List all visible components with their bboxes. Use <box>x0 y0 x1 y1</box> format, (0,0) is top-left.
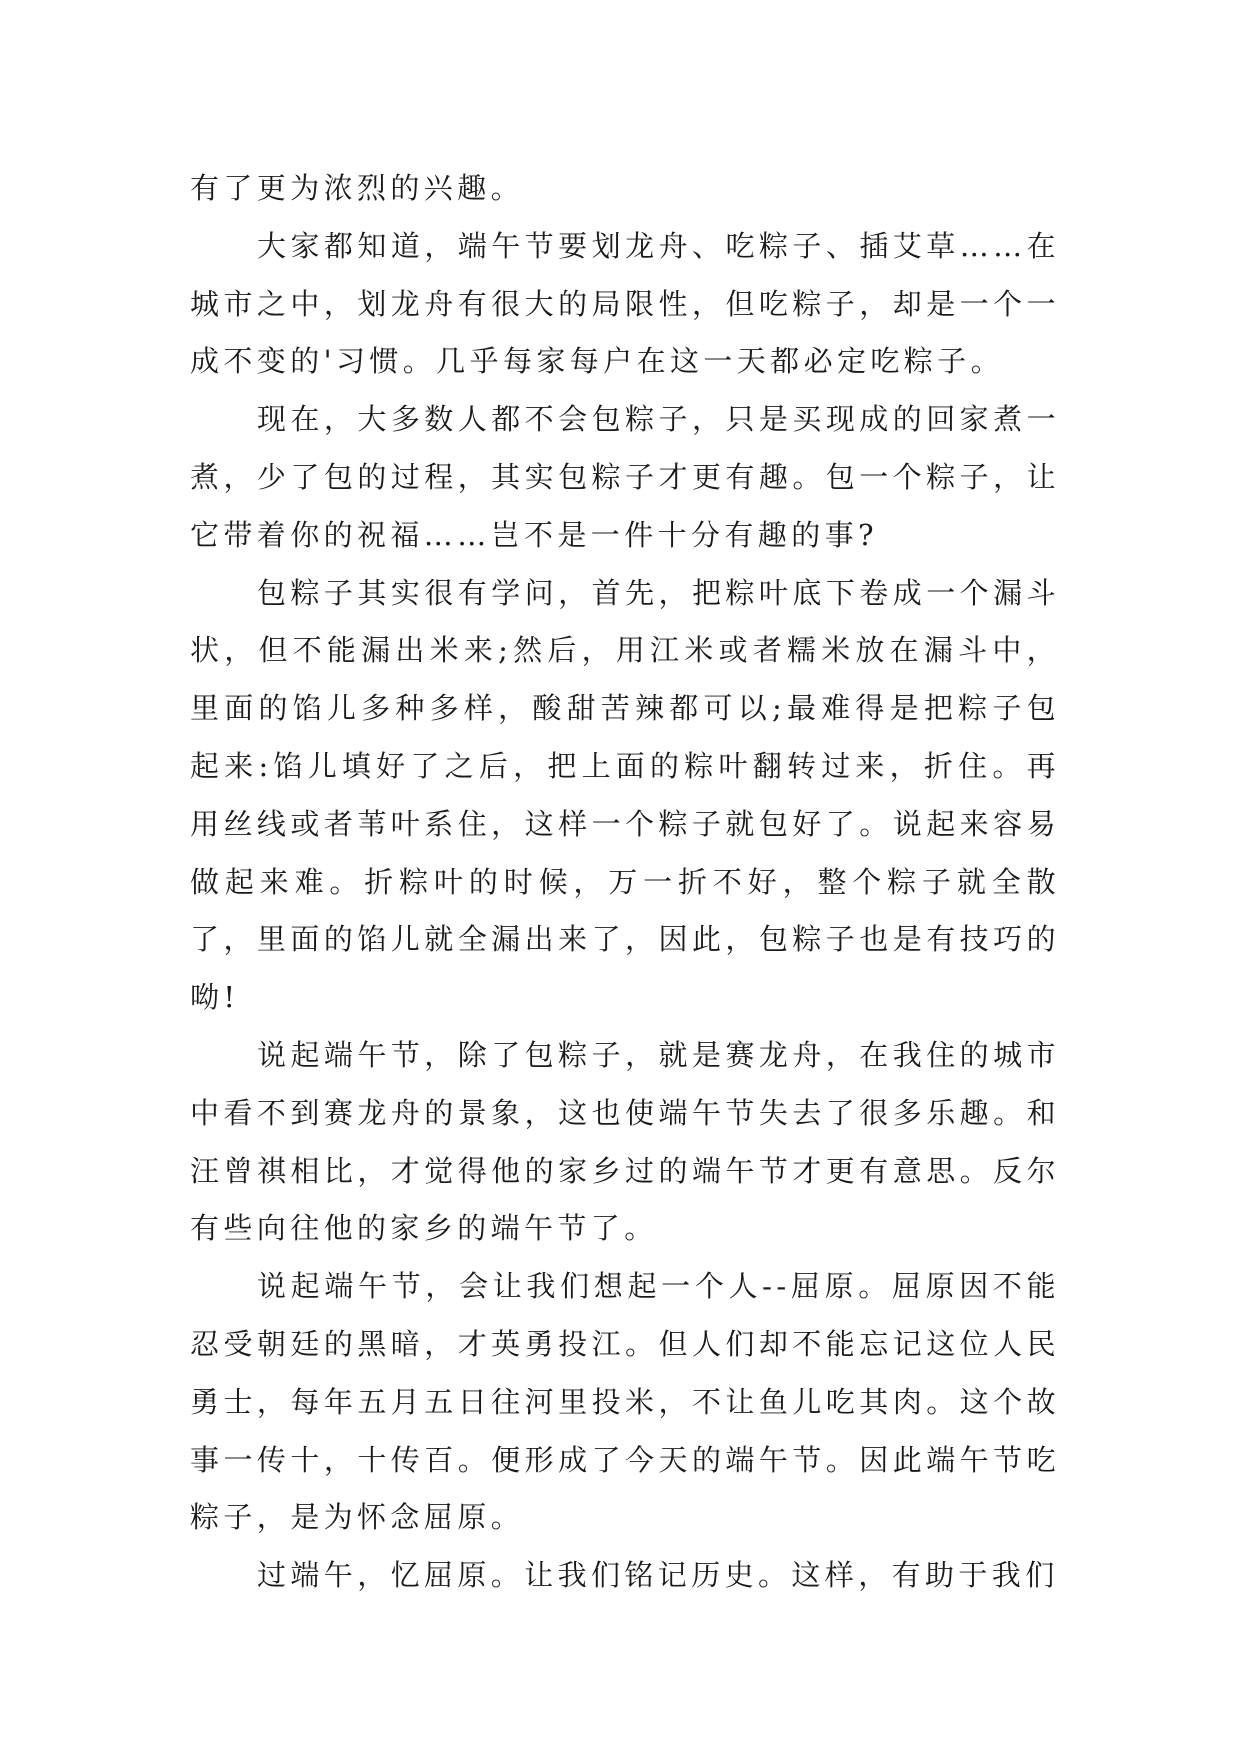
paragraph-5: 说起端午节，除了包粽子，就是赛龙舟，在我住的城市中看不到赛龙舟的景象，这也使端午节失去了很多乐趣。和汪曾祺相比，才觉得他的家乡过的端午节才更有意思。反尔有些向往他的家乡的端午节了。 <box>190 1037 1060 1246</box>
paragraph-3: 现在，大多数人都不会包粽子，只是买现成的回家煮一煮，少了包的过程，其实包粽子才更有趣。包一个粽子，让它带着你的祝福……岂不是一件十分有趣的事? <box>190 402 1060 552</box>
paragraph-6: 说起端午节，会让我们想起一个人--屈原。屈原因不能忍受朝廷的黑暗，才英勇投江。但人们却不能忘记这位人民勇士，每年五月五日往河里投米，不让鱼儿吃其肉。这个故事一传十，十传百。便形成了今天的端午节。因此端午节吃粽子，是为怀念屈原。 <box>190 1269 1060 1535</box>
paragraph-1: 有了更为浓烈的兴趣。 <box>190 171 525 205</box>
paragraph-2: 大家都知道，端午节要划龙舟、吃粽子、插艾草……在城市之中，划龙舟有很大的局限性，但吃粽子，却是一个一成不变的'习惯。几乎每家每户在这一天都必定吃粽子。 <box>190 228 1060 379</box>
paragraph-4: 包粽子其实很有学问，首先，把粽叶底下卷成一个漏斗状，但不能漏出米来;然后，用江米或者糯米放在漏斗中，里面的馅儿多种多样，酸甜苦辣都可以;最难得是把粽子包起来:馅儿填好了之后，把上面的粽叶翻转过来，折住。再用丝线或者苇叶系住，这样一个粽子就包好了。说起来容易做起来难。折粽叶的时候，万一折不好，整个粽子就全散了，里面的馅儿就全漏出来了，因此，包粽子也是有技巧的呦! <box>190 575 1060 1015</box>
body-text <box>190 160 1060 1605</box>
paragraph-7: 过端午，忆屈原。让我们铭记历史。这样，有助于我们 <box>257 1558 1059 1593</box>
